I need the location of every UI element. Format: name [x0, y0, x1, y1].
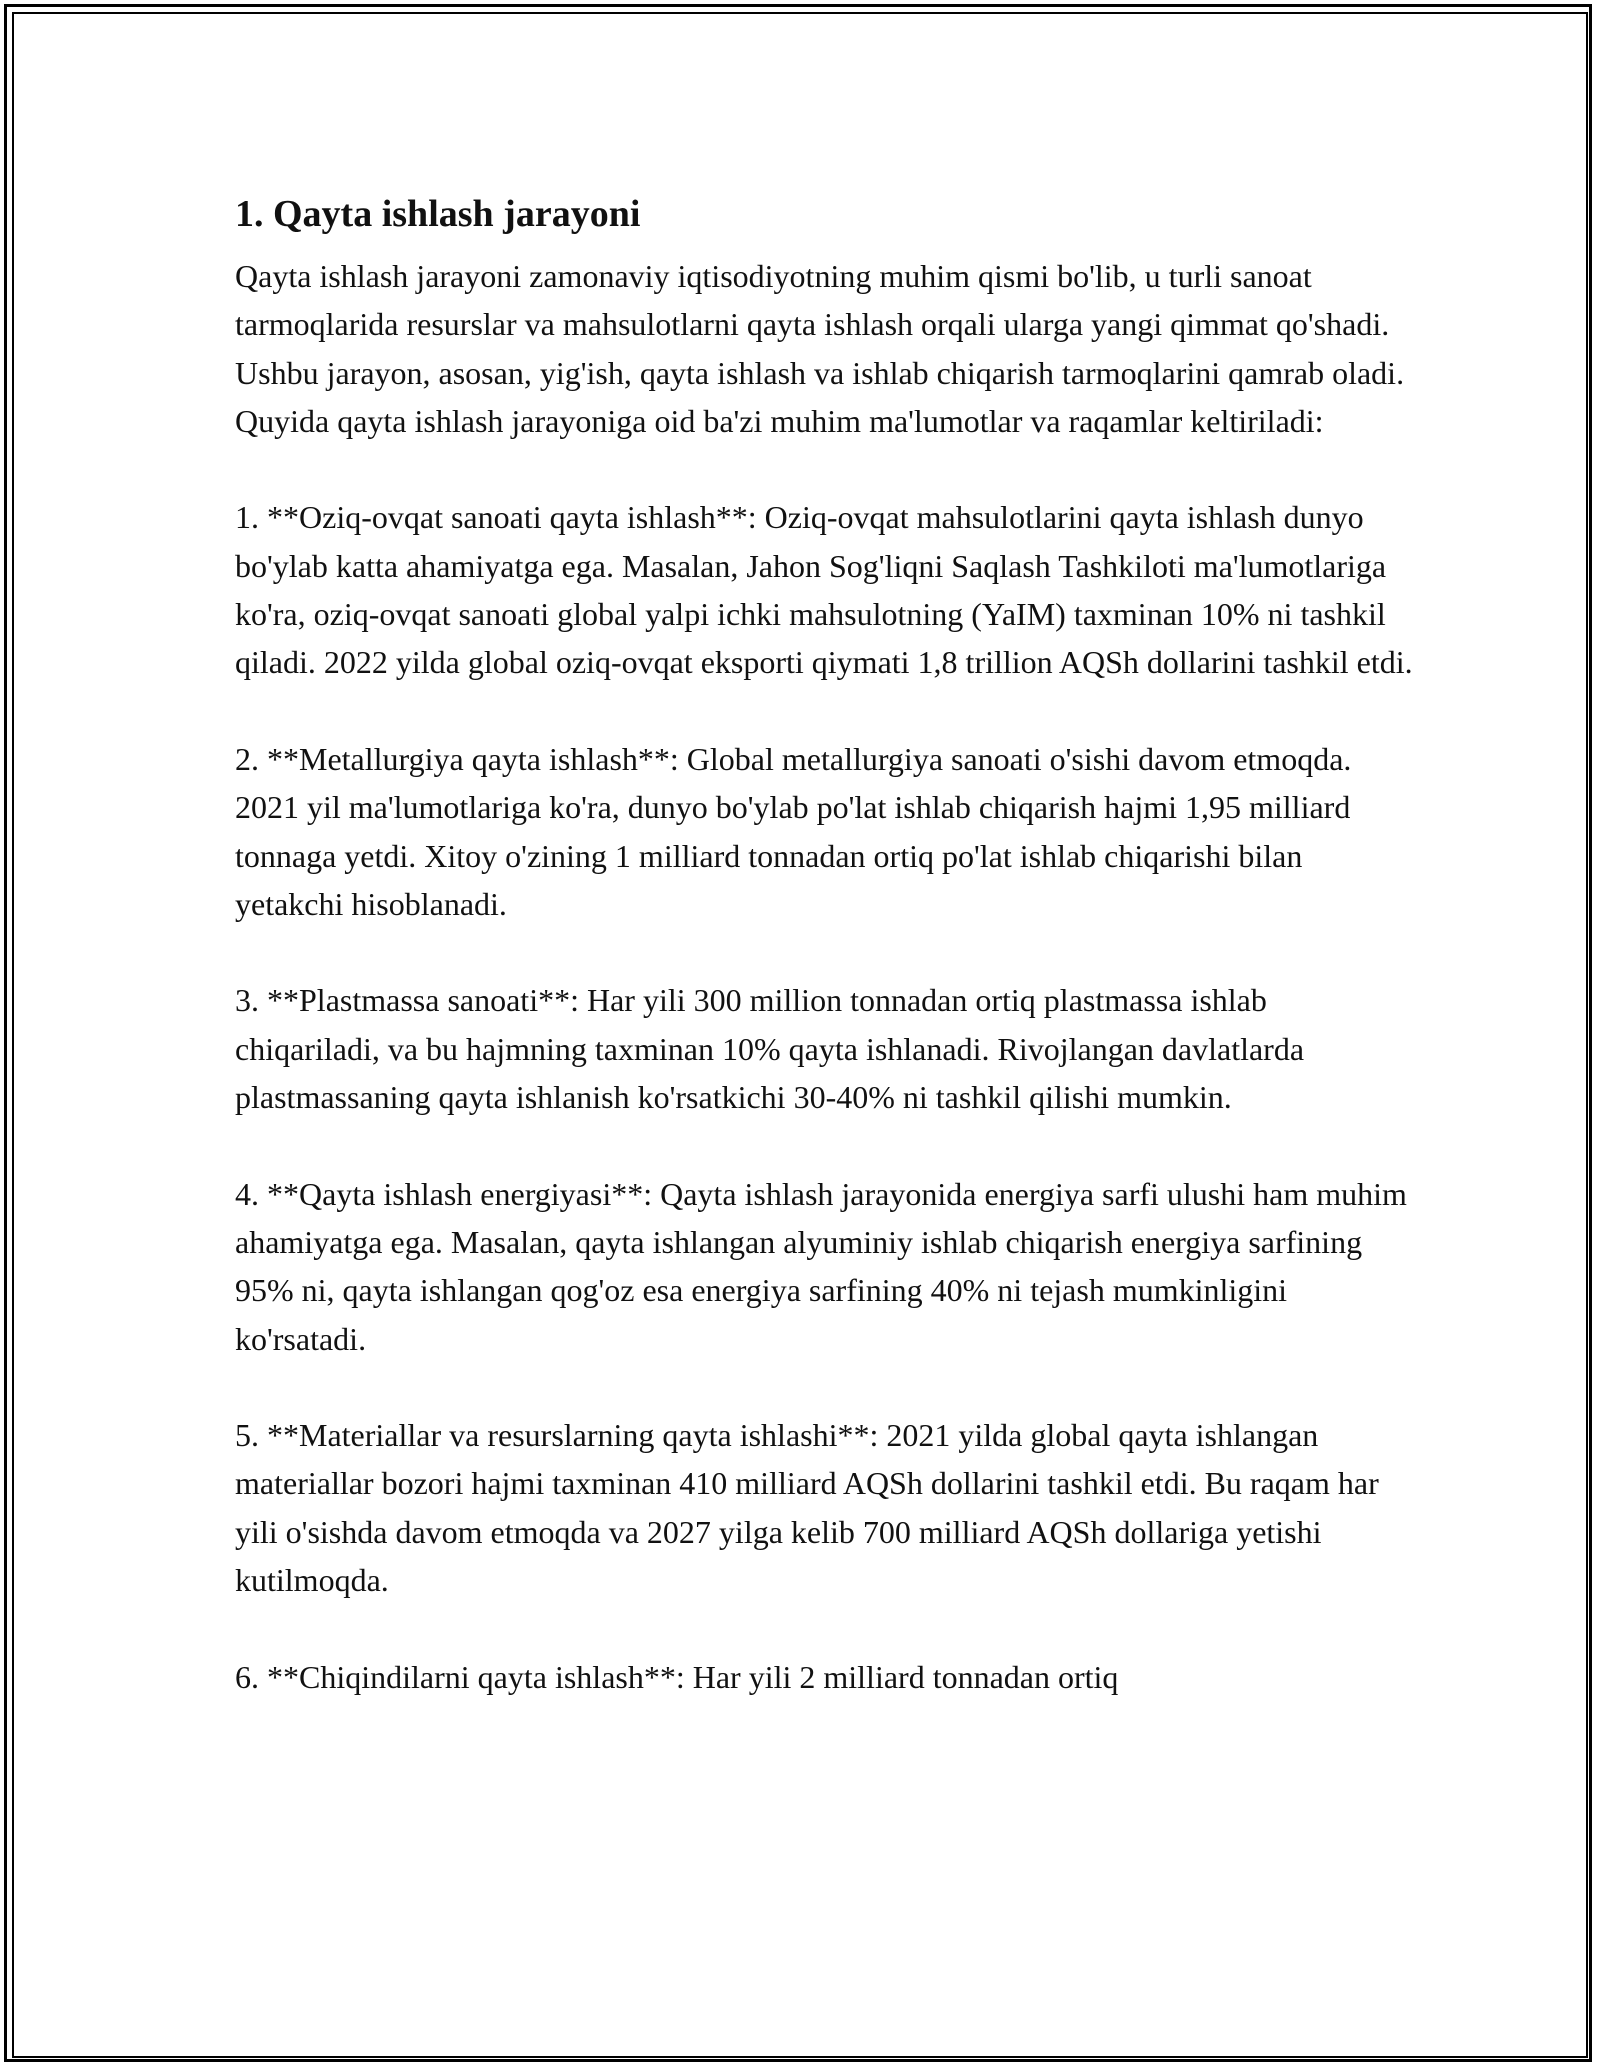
item-waste: 6. **Chiqindilarni qayta ishlash**: Har yili 2 milliard tonnadan ortiq: [235, 1658, 1119, 1695]
intro-paragraph: Qayta ishlash jarayoni zamonaviy iqtisodiyotning muhim qismi bo'lib, u turli sanoat tarmoqlarida resurslar va mahsulotlarni qayta ishlash orqali ularga yangi qimmat qo'shadi. Ushbu jarayon, asosan, yig'ish, qayta ishlash va ishlab chiqarish tarmoqlarini qamrab oladi. Quyida qayta ishlash jarayoniga oid ba'zi muhim ma'lumotlar va raqamlar keltiriladi:: [235, 258, 1405, 439]
item-metallurgy: 2. **Metallurgiya qayta ishlash**: Global metallurgiya sanoati o'sishi davom etmoqda. 2021 yil ma'lumotlariga ko'ra, dunyo bo'ylab po'lat ishlab chiqarish hajmi 1,95 milliard tonnaga yetdi. Xitoy o'zining 1 milliard tonnadan ortiq po'lat ishlab chiqarishi bilan yetakchi hisoblanadi.: [235, 740, 1352, 922]
item-food-processing: 1. **Oziq-ovqat sanoati qayta ishlash**: Oziq-ovqat mahsulotlarini qayta ishlash dunyo bo'ylab katta ahamiyatga ega. Masalan, Jahon Sog'liqni Saqlash Tashkiloti ma'lumotlariga ko'ra, oziq-ovqat sanoati global yalpi ichki mahsulotning (YaIM) taxminan 10% ni tashkil qiladi. 2022 yilda global oziq-ovqat eksporti qiymati 1,8 trillion AQSh dollarini tashkil etdi.: [235, 499, 1413, 681]
item-plastics: 3. **Plastmassa sanoati**: Har yili 300 million tonnadan ortiq plastmassa ishlab chiqariladi, va bu hajmning taxminan 10% qayta ishlanadi. Rivojlangan davlatlarda plastmassaning qayta ishlanish ko'rsatkichi 30-40% ni tashkil qilishi mumkin.: [235, 982, 1305, 1116]
section-heading: 1. Qayta ishlash jarayoni: [235, 193, 641, 235]
item-energy: 4. **Qayta ishlash energiyasi**: Qayta ishlash jarayonida energiya sarfi ulushi ham muhim ahamiyatga ega. Masalan, qayta ishlangan alyuminiy ishlab chiqarish energiya sarfining 95% ni, qayta ishlangan qog'oz esa energiya sarfining 40% ni tejash mumkinligini ko'rsatadi.: [235, 1175, 1407, 1357]
document-body: [235, 186, 1415, 1749]
item-materials: 5. **Materiallar va resurslarning qayta ishlashi**: 2021 yilda global qayta ishlangan materiallar bozori hajmi taxminan 410 milliard AQSh dollarini tashkil etdi. Bu raqam har yili o'sishda davom etmoqda va 2027 yilga kelib 700 milliard AQSh dollariga yetishi kutilmoqda.: [235, 1417, 1379, 1599]
